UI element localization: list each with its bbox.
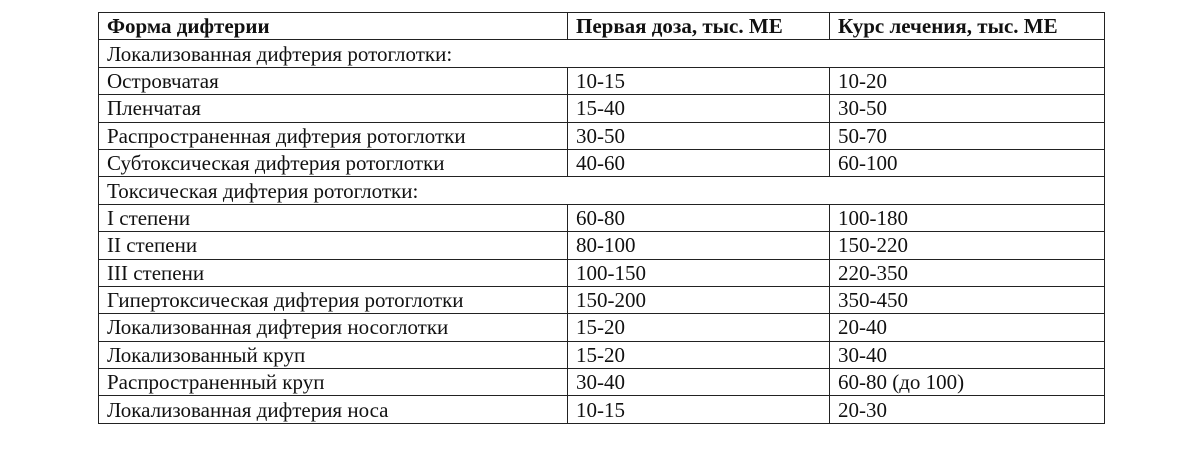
cell-treatment-course: 100-180 [830, 204, 1105, 231]
cell-treatment-course: 10-20 [830, 67, 1105, 94]
table-header-row [99, 13, 1105, 40]
cell-diphtheria-form: II степени [99, 232, 568, 259]
table-row [99, 259, 1105, 286]
cell-treatment-course: 60-100 [830, 149, 1105, 176]
cell-diphtheria-form: Локализованная дифтерия носоглотки [99, 314, 568, 341]
cell-treatment-course: 150-220 [830, 232, 1105, 259]
cell-first-dose: 15-40 [568, 95, 830, 122]
cell-treatment-course: 30-40 [830, 341, 1105, 368]
section-label: Локализованная дифтерия ротоглотки: [99, 40, 1105, 67]
cell-first-dose: 15-20 [568, 314, 830, 341]
cell-diphtheria-form: Островчатая [99, 67, 568, 94]
cell-diphtheria-form: Гипертоксическая дифтерия ротоглотки [99, 286, 568, 313]
cell-diphtheria-form: Распространенная дифтерия ротоглотки [99, 122, 568, 149]
cell-diphtheria-form: Субтоксическая дифтерия ротоглотки [99, 149, 568, 176]
table-row [99, 204, 1105, 231]
cell-first-dose: 150-200 [568, 286, 830, 313]
cell-diphtheria-form: Локализованный круп [99, 341, 568, 368]
cell-diphtheria-form: Распространенный круп [99, 369, 568, 396]
cell-treatment-course: 60-80 (до 100) [830, 369, 1105, 396]
cell-treatment-course: 20-30 [830, 396, 1105, 423]
header-first-dose: Первая доза, тыс. МЕ [568, 13, 830, 40]
cell-first-dose: 80-100 [568, 232, 830, 259]
cell-first-dose: 60-80 [568, 204, 830, 231]
table-section-row [99, 40, 1105, 67]
table-body [99, 40, 1105, 423]
section-label: Токсическая дифтерия ротоглотки: [99, 177, 1105, 204]
table-row [99, 369, 1105, 396]
cell-first-dose: 100-150 [568, 259, 830, 286]
header-treatment-course: Курс лечения, тыс. МЕ [830, 13, 1105, 40]
cell-first-dose: 15-20 [568, 341, 830, 368]
cell-first-dose: 40-60 [568, 149, 830, 176]
cell-first-dose: 10-15 [568, 396, 830, 423]
cell-diphtheria-form: I степени [99, 204, 568, 231]
cell-treatment-course: 30-50 [830, 95, 1105, 122]
cell-first-dose: 10-15 [568, 67, 830, 94]
table-section-row [99, 177, 1105, 204]
table-row [99, 396, 1105, 423]
table-row [99, 95, 1105, 122]
table-row [99, 232, 1105, 259]
header-diphtheria-form: Форма дифтерии [99, 13, 568, 40]
table-row [99, 122, 1105, 149]
cell-diphtheria-form: III степени [99, 259, 568, 286]
cell-treatment-course: 20-40 [830, 314, 1105, 341]
cell-diphtheria-form: Пленчатая [99, 95, 568, 122]
cell-diphtheria-form: Локализованная дифтерия носа [99, 396, 568, 423]
table-row [99, 67, 1105, 94]
table-row [99, 149, 1105, 176]
table-row [99, 341, 1105, 368]
cell-first-dose: 30-50 [568, 122, 830, 149]
cell-first-dose: 30-40 [568, 369, 830, 396]
antitoxin-dose-table [98, 12, 1105, 424]
table-row [99, 286, 1105, 313]
cell-treatment-course: 350-450 [830, 286, 1105, 313]
cell-treatment-course: 50-70 [830, 122, 1105, 149]
table-row [99, 314, 1105, 341]
cell-treatment-course: 220-350 [830, 259, 1105, 286]
